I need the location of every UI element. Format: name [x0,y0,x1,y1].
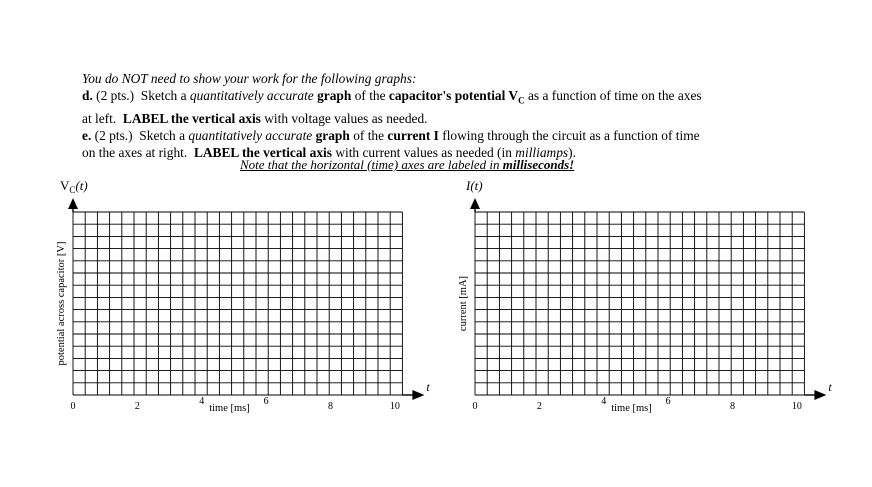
x-tick-label: 4 [199,396,205,407]
y-axis-arrow-icon [68,198,78,209]
part-e-line-2: on the axes at right. LABEL the vertical axis with current values as needed (in milliamps). [82,144,576,160]
x-tick-label: 2 [536,401,542,412]
y-axis-top-label: I(t) [466,178,483,193]
x-axis-arrow-icon [412,390,424,400]
x-tick-label: 0 [472,401,478,412]
x-tick-label: 8 [328,401,334,412]
graph-capacitor-potential [56,178,430,414]
x-tick-label: 10 [389,401,400,412]
x-tick-label: 0 [70,401,76,412]
x-tick-label: 8 [730,401,736,412]
x-tick-label: 6 [263,396,269,407]
instructions-intro: You do NOT need to show your work for the following graphs: [82,71,417,86]
x-tick-label: 10 [791,401,802,412]
y-axis-title: current [mA] [458,275,469,332]
y-axis-arrow-icon [470,198,480,209]
x-axis-title: time [ms] [611,403,652,414]
part-d-line-2: at left. LABEL the vertical axis with voltage values as needed. [82,110,428,126]
graph-current [458,178,832,414]
x-tick-label: 4 [601,396,607,407]
y-axis-top-label: $V_C(t)$ [60,178,88,195]
x-tick-label: 6 [665,396,671,407]
x-axis-variable: t [426,380,430,394]
x-tick-label: 2 [134,401,140,412]
y-axis-title: potential across capacitor [V] [56,241,67,366]
part-e-line-1: e. (2 pts.) Sketch a quantitatively accurate graph of the current I flowing through the circuit as a function of time [82,127,700,143]
part-d-line-1: d. (2 pts.) Sketch a quantitatively accurate graph of the capacitor's potential $V_C$ as a function of time on the axes [82,88,702,106]
units-note: Note that the horizontal (time) axes are labeled in milliseconds! [240,157,575,172]
x-axis-title: time [ms] [209,403,250,414]
x-axis-variable: t [828,380,832,394]
x-axis-arrow-icon [814,390,826,400]
